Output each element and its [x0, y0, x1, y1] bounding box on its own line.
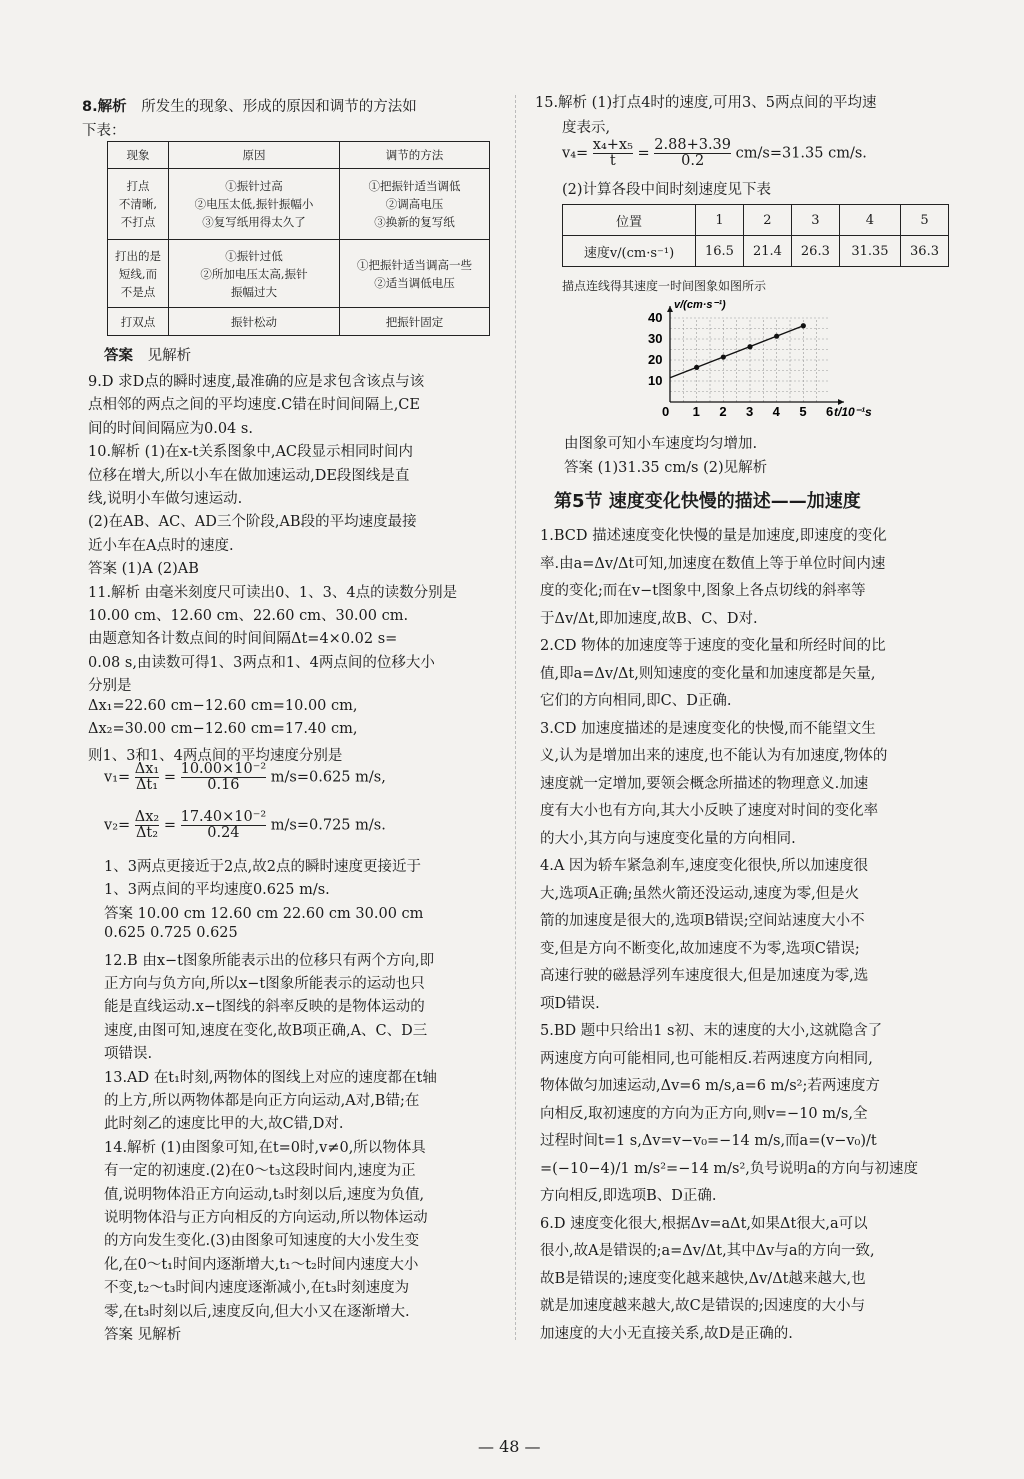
- x-tick-label: 2: [719, 404, 727, 419]
- cell: ③换新的复写纸: [374, 215, 455, 229]
- text-line: 9.D 求D点的瞬时速度,最准确的应是求包含该点与该: [88, 374, 425, 390]
- frac-num: 17.40×10⁻²: [180, 809, 267, 825]
- text-line: =(−10−4)/1 m/s²=−14 m/s²,负号说明a的方向与初速度: [540, 1160, 919, 1177]
- text-line: 高速行驶的磁悬浮列车速度很大,但是加速度为零,选: [540, 968, 869, 984]
- x-tick-label: 0: [662, 404, 670, 419]
- q15-line2: 度表示,: [562, 120, 611, 136]
- frac-num: Δx₂: [134, 809, 160, 825]
- text-line: 速度就一定增加,要领会概念所描述的物理意义.加速: [540, 775, 869, 792]
- cell: 36.3: [901, 236, 949, 267]
- formula-rest: cm/s=31.35 cm/s.: [735, 145, 867, 162]
- q8-line: [82, 95, 417, 116]
- y-tick-label: 10: [648, 373, 663, 388]
- cell: 打点: [126, 179, 150, 193]
- table-row: [108, 308, 490, 336]
- x-tick-label: 4: [772, 404, 780, 419]
- formula-eq: =: [163, 769, 176, 786]
- page-number: — 48 —: [478, 1437, 541, 1456]
- cell: 振幅过大: [231, 284, 277, 299]
- data-point: [721, 354, 726, 359]
- text-line: 1、3两点间的平均速度0.625 m/s.: [104, 882, 330, 899]
- cell: 不打点: [120, 215, 156, 229]
- frac-den: 0.2: [654, 153, 731, 169]
- answer-label: 答案: [104, 348, 133, 364]
- frac-num: 2.88+3.39: [654, 137, 732, 153]
- text-line: 度的变化;而在v−t图象中,图象上各点切线的斜率等: [540, 583, 866, 599]
- text-line: 1、3两点更接近于2点,故2点的瞬时速度更接近于: [104, 859, 422, 875]
- y-tick-label: 40: [648, 310, 663, 325]
- frac-den: 0.16: [181, 777, 267, 793]
- table-row: [108, 169, 490, 240]
- x-tick-label: 1: [692, 404, 700, 419]
- cell: 短线,而: [118, 266, 158, 281]
- data-point: [694, 365, 699, 370]
- q8-answer: [104, 344, 191, 365]
- text-line: 的方向发生变化.(3)由图象可知速度的大小发生变: [104, 1233, 420, 1250]
- q15-line5: 由图象可知小车速度均匀增加.: [564, 436, 758, 452]
- text-line: 零,在t₃时刻以后,速度反向,但大小又在逐渐增大.: [104, 1303, 410, 1320]
- cell: ③复写纸用得太久了: [202, 215, 306, 229]
- cell: 1: [696, 205, 744, 236]
- text-line: 箭的加速度是很大的,选项B错误;空间站速度大小不: [540, 913, 865, 929]
- text-line: 6.D 速度变化很大,根据Δv=aΔt,如果Δt很大,a可以: [540, 1215, 868, 1232]
- cell: 5: [901, 205, 949, 236]
- cell: 26.3: [791, 236, 839, 267]
- text-line: 线,说明小车做匀速运动.: [88, 491, 243, 507]
- v4-formula: [562, 138, 867, 169]
- table-row: [563, 205, 949, 236]
- text-line: (2)在AB、AC、AD三个阶段,AB段的平均速度最接: [88, 514, 417, 531]
- text-line: 变,但是方向不断变化,故加速度不为零,选项C错误;: [540, 940, 860, 957]
- formula-eq: =: [163, 817, 176, 834]
- text-line: 物体做匀加速运动,Δv=6 m/s,a=6 m/s²;若两速度方: [540, 1078, 880, 1094]
- table-header: 现象: [108, 142, 169, 169]
- text-line: 位移在增大,所以小车在做加速运动,DE段图线是直: [88, 467, 410, 484]
- table-row: [108, 240, 490, 308]
- y-tick-label: 20: [648, 352, 663, 367]
- column-divider: [515, 95, 516, 1340]
- text-line: 0.08 s,由读数可得1、3两点和1、4两点间的位移大小: [88, 654, 435, 671]
- frac-den: 0.24: [181, 825, 267, 841]
- v1-formula: [104, 762, 386, 793]
- cell: 2: [743, 205, 791, 236]
- data-point: [747, 344, 752, 349]
- text-line: 值,即a=Δv/Δt,则知速度的变化量和加速度都是矢量,: [540, 665, 876, 682]
- formula-rest: m/s=0.625 m/s,: [270, 769, 386, 786]
- section-title: 第5节 速度变化快慢的描述——加速度: [554, 491, 861, 512]
- text-line: 方向相反,即选项B、D正确.: [540, 1188, 717, 1204]
- text-line: Δx₂=30.00 cm−12.60 cm=17.40 cm,: [88, 721, 358, 737]
- frac-den: Δt₁: [135, 777, 159, 793]
- text-line: 就是加速度越来越大,故C是错误的;因速度的大小与: [540, 1298, 866, 1314]
- q15-line1: 15.解析 (1)打点4时的速度,可用3、5两点间的平均速: [535, 95, 877, 111]
- cell: 振针松动: [169, 308, 340, 336]
- formula-lhs: v₁=: [104, 769, 131, 786]
- text-line: 答案 10.00 cm 12.60 cm 22.60 cm 30.00 cm: [104, 905, 424, 922]
- text-line: 它们的方向相同,即C、D正确.: [540, 693, 732, 709]
- cell: ②调高电压: [385, 197, 444, 211]
- text-line: 分别是: [88, 678, 132, 695]
- y-axis-arrow: [667, 306, 673, 312]
- cell: 4: [839, 205, 900, 236]
- text-line: 故B是错误的;速度变化越来越快,Δv/Δt越来越大,也: [540, 1270, 866, 1287]
- phenomena-table: [107, 141, 490, 336]
- row-label: 位置: [563, 205, 696, 236]
- table-header: 调节的方法: [340, 142, 490, 169]
- text-line: 0.625 0.725 0.625: [104, 925, 238, 942]
- cell: ②电压太低,振针振幅小: [194, 197, 314, 211]
- text-line: 项D错误.: [540, 995, 600, 1012]
- text-line: 2.CD 物体的加速度等于速度的变化量和所经时间的比: [540, 638, 886, 654]
- text-line: 的大小,其方向与速度变化量的方向相同.: [540, 830, 796, 847]
- text-line: 能是直线运动.x−t图线的斜率反映的是物体运动的: [104, 999, 425, 1016]
- text-line: Δx₁=22.60 cm−12.60 cm=10.00 cm,: [88, 697, 358, 714]
- cell: 21.4: [743, 236, 791, 267]
- q15-line3: (2)计算各段中间时刻速度见下表: [562, 182, 772, 198]
- text-line: 答案 (1)A (2)AB: [88, 561, 199, 578]
- text-line: 由题意知各计数点间的时间间隔Δt=4×0.02 s=: [88, 631, 398, 648]
- x-tick-label: 5: [799, 404, 807, 419]
- frac-num: Δx₁: [134, 761, 160, 777]
- speed-table: [562, 204, 949, 267]
- text-line: 值,说明物体沿正方向运动,t₃时刻以后,速度为负值,: [104, 1186, 425, 1203]
- cell: 打双点: [108, 308, 169, 336]
- text-line: 义,认为是增加出来的速度,也不能认为有加速度,物体的: [540, 748, 888, 764]
- v2-formula: [104, 810, 386, 841]
- x-tick-label: 3: [746, 404, 754, 419]
- text-line: 1.BCD 描述速度变化快慢的量是加速度,即速度的变化: [540, 528, 887, 544]
- text-line: 大,选项A正确;虽然火箭还没运动,速度为零,但是火: [540, 885, 860, 902]
- text-line: 加速度的大小无直接关系,故D是正确的.: [540, 1325, 793, 1342]
- text-line: 有一定的初速度.(2)在0～t₃这段时间内,速度为正: [104, 1163, 416, 1180]
- cell: ①振针过低: [225, 248, 283, 263]
- text-line: 3.CD 加速度描述的是速度变化的快慢,而不能望文生: [540, 720, 876, 737]
- cell: ②所加电压太高,振针: [200, 266, 308, 281]
- frac-num: x₄+x₅: [592, 137, 633, 153]
- velocity-time-chart: [640, 296, 880, 420]
- cell: 16.5: [696, 236, 744, 267]
- x-axis-label: t/10⁻¹s: [834, 405, 872, 419]
- q15-answer: 答案 (1)31.35 cm/s (2)见解析: [564, 460, 768, 476]
- text-line: 近小车在A点时的速度.: [88, 537, 234, 554]
- frac-den: Δt₂: [135, 825, 159, 841]
- text-line: 的上方,所以两物体都是向正方向运动,A对,B错;在: [104, 1093, 420, 1109]
- cell: ②适当调低电压: [374, 275, 455, 290]
- row-label: 速度v/(cm·s⁻¹): [563, 236, 696, 267]
- text-line: 速度,由图可知,速度在变化,故B项正确,A、C、D三: [104, 1022, 428, 1039]
- text-line: 13.AD 在t₁时刻,两物体的图线上对应的速度都在t轴: [104, 1069, 437, 1086]
- text-line: 4.A 因为轿车紧急刹车,速度变化很快,所以加速度很: [540, 858, 869, 874]
- answer-text: 见解析: [147, 348, 192, 364]
- text-line: 两速度方向可能相同,也可能相反.若两速度方向相同,: [540, 1050, 873, 1067]
- y-axis-label: v/(cm·s⁻¹): [674, 299, 726, 311]
- cell: ①把振针适当调高一些: [357, 257, 472, 272]
- frac-den: t: [593, 153, 633, 169]
- formula-lhs: v₂=: [104, 817, 131, 834]
- text-line: 间的时间间隔应为0.04 s.: [88, 420, 253, 437]
- text-line: 14.解析 (1)由图象可知,在t=0时,v≠0,所以物体具: [104, 1139, 426, 1156]
- q15-line4: 描点连线得其速度一时间图象如图所示: [562, 279, 767, 293]
- formula-eq: =: [637, 145, 650, 162]
- q8-text2: 下表：: [82, 123, 126, 139]
- text-line: 率.由a=Δv/Δt可知,加速度在数值上等于单位时间内速: [540, 555, 886, 572]
- text-line: 此时刻乙的速度比甲的大,故C错,D对.: [104, 1116, 344, 1133]
- text-line: 不变,t₂～t₃时间内速度逐渐减小,在t₃时刻速度为: [104, 1280, 410, 1297]
- table-header: 原因: [169, 142, 340, 169]
- formula-lhs: v₄=: [562, 145, 589, 162]
- text-line: 10.解析 (1)在x-t关系图象中,AC段显示相同时间内: [88, 444, 414, 461]
- text-line: 5.BD 题中只给出1 s初、末的速度的大小,这就隐含了: [540, 1023, 883, 1039]
- text-line: 点相邻的两点之间的平均速度.C错在时间间隔上,CE: [88, 397, 420, 414]
- data-point: [774, 334, 779, 339]
- cell: ①把振针适当调低: [368, 179, 461, 193]
- cell: 不清晰,: [118, 197, 158, 211]
- x-tick-label: 6: [826, 404, 834, 419]
- text-line: 12.B 由x−t图象所能表示出的位移只有两个方向,即: [104, 952, 435, 969]
- cell: 打出的是: [115, 248, 161, 263]
- y-tick-label: 30: [648, 331, 663, 346]
- text-line: 11.解析 由毫米刻度尺可读出0、1、3、4点的读数分别是: [88, 584, 458, 601]
- text-line: 很小,故A是错误的;a=Δv/Δt,其中Δv与a的方向一致,: [540, 1243, 875, 1259]
- table-row: [563, 236, 949, 267]
- q8-text: 所发生的现象、形成的原因和调节的方法如: [141, 99, 417, 115]
- text-line: 度有大小也有方向,其大小反映了速度对时间的变化率: [540, 803, 879, 819]
- text-line: 说明物体沿与正方向相反的方向运动,所以物体运动: [104, 1210, 428, 1226]
- text-line: 化,在0～t₁时间内逐渐增大,t₁～t₂时间内速度大小: [104, 1256, 419, 1273]
- text-line: 答案 见解析: [104, 1327, 182, 1343]
- data-point: [801, 323, 806, 328]
- cell: 不是点: [120, 284, 156, 299]
- cell: ①振针过高: [225, 179, 283, 193]
- text-line: 则1、3和1、4两点间的平均速度分别是: [88, 748, 343, 765]
- text-line: 于Δv/Δt,即加速度,故B、C、D对.: [540, 610, 758, 627]
- cell: 把振针固定: [340, 308, 490, 336]
- cell: 31.35: [839, 236, 900, 267]
- text-line: 项错误.: [104, 1046, 153, 1063]
- text-line: 过程时间t=1 s,Δv=v−v₀=−14 m/s,而a=(v−v₀)/t: [540, 1133, 877, 1149]
- formula-rest: m/s=0.725 m/s.: [270, 817, 386, 834]
- q8-lead: 8.解析: [82, 99, 127, 115]
- frac-num: 10.00×10⁻²: [180, 761, 267, 777]
- text-line: 10.00 cm、12.60 cm、22.60 cm、30.00 cm.: [88, 608, 409, 624]
- cell: 3: [791, 205, 839, 236]
- text-line: 向相反,取初速度的方向为正方向,则v=−10 m/s,全: [540, 1105, 868, 1122]
- text-line: 正方向与负方向,所以x−t图象所能表示的运动也只: [104, 976, 425, 992]
